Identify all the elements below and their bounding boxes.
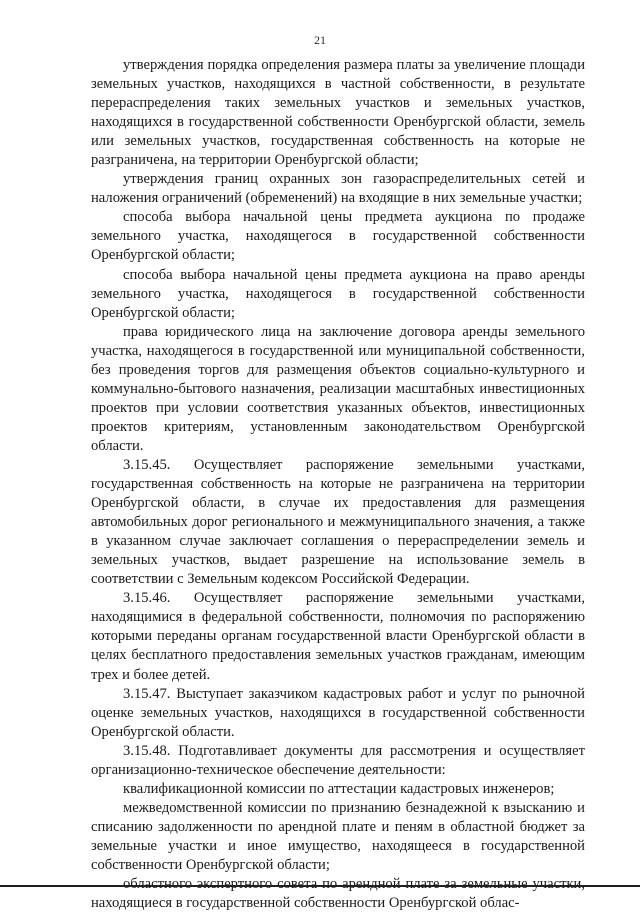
paragraph: утверждения порядка определения размера платы за увеличение площади земельных участков, находящихся в частной собственности, в результате перераспределения таких земельных участков и земельных участков, находящихся в государственной собственности Оренбургской области, земель или земельных участков, государственная собственность на которые не разграничена, на территории Оренбургской области; [91, 57, 585, 169]
page-bottom-divider [0, 885, 640, 887]
paragraph: права юридического лица на заключение договора аренды земельного участка, находящегося в государственной или муниципальной собственности, без проведения торгов для размещения объектов социально-культурного и коммунально-бытового назначения, реализации масштабных инвестиционных проектов при условии соответствия указанных объектов, инвестиционных проектов критериям, установленным законодательством Оренбургской области. [91, 323, 585, 454]
paragraph-3-15-48: 3.15.48. Подготавливает документы для рассмотрения и осуществляет организационно-техническое обеспечение деятельности: [91, 742, 585, 778]
paragraph: утверждения границ охранных зон газораспределительных сетей и наложения ограничений (обременений) на входящие в них земельные участки; [91, 171, 585, 207]
paragraph: находящиеся в государственной собственности Оренбургской облас- [91, 895, 520, 912]
paragraph-3-15-45: 3.15.45. Осуществляет распоряжение земельными участками, государственная собственность на которые не разграничена на территории Оренбургской области, в случае их предоставления для размещения автомобильных дорог регионального и межмуниципального значения, а также в указанном случае заключает соглашения о перераспределении земель и земельных участков, выдает разрешение на использование земель в соответствии с Земельным кодексом Российской Федерации. [91, 456, 585, 588]
paragraph: межведомственной комиссии по признанию безнадежной к взысканию и списанию задолженности по арендной плате и пеням в областной бюджет за земельные участки и иное имущество, находящееся в государственной собственности Оренбургской области; [91, 799, 585, 873]
paragraph-3-15-47: 3.15.47. Выступает заказчиком кадастровых работ и услуг по рыночной оценке земельных участков, находящихся в государственной собственности Оренбургской области. [91, 685, 585, 740]
paragraph: квалификационной комиссии по аттестации кадастровых инженеров; [123, 780, 555, 797]
paragraph-3-15-46: 3.15.46. Осуществляет распоряжение земельными участками, находящимися в федеральной собственности, полномочия по распоряжению которыми переданы органам государственной власти Оренбургской области в целях бесплатного предоставления земельных участков гражданам, имеющим трех и более детей. [91, 590, 585, 683]
paragraph: способа выбора начальной цены предмета аукциона на право аренды земельного участка, находящегося в государственной собственности Оренбургской области; [91, 266, 585, 321]
document-body [91, 56, 585, 913]
paragraph: способа выбора начальной цены предмета аукциона по продаже земельного участка, находящегося в государственной собственности Оренбургской области; [91, 209, 585, 264]
page-number: 21 [314, 33, 326, 47]
